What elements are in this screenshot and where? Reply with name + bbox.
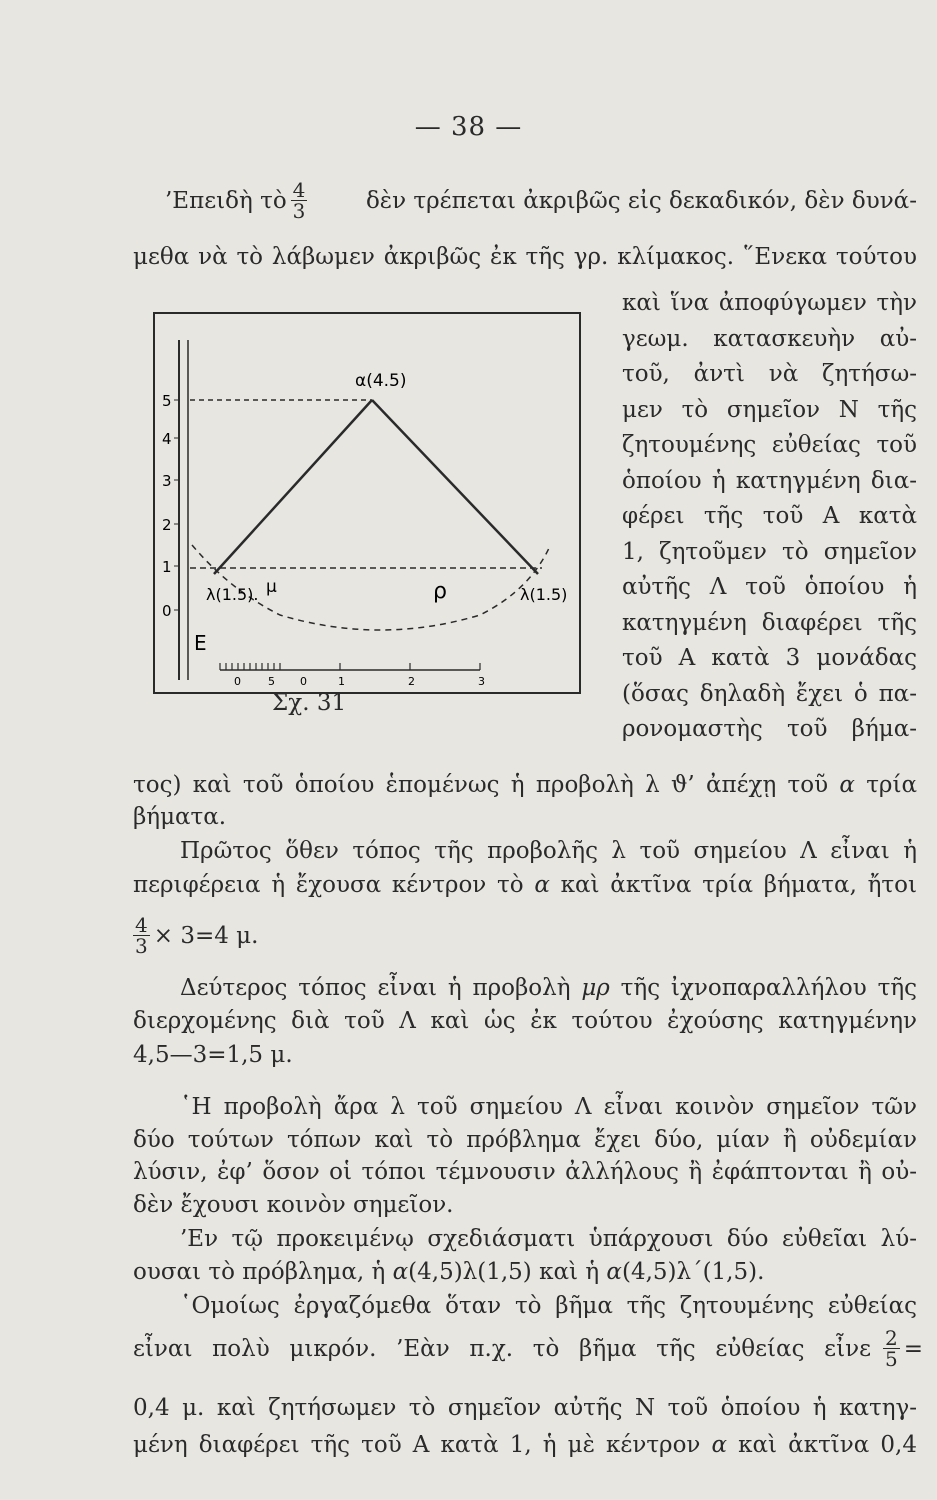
right-column-line: 1, ζητοῦμεν τὸ σημεῖον [622, 538, 917, 565]
fraction-2-5 [883, 1328, 900, 1369]
intro-text-b: δὲν τρέπεται ἀκριβῶς εἰς δεκαδικόν, δὲν δυνά- [365, 187, 917, 214]
body-line [133, 1393, 917, 1423]
figure-31 [150, 310, 590, 700]
y-tick-label: 1 [162, 558, 172, 576]
text-span: Πρῶτος ὅθεν τόπος τῆς προβολῆς λ τοῦ σημείου Λ εἶναι ἡ [180, 838, 917, 864]
right-column-line: ζητουμένης εὐθείας τοῦ [622, 432, 917, 458]
italic-symbol: α [839, 772, 855, 798]
body-line [180, 1224, 917, 1254]
fraction-line-eq: = [903, 1335, 923, 1362]
text-span: τῆς ἰχνοπαραλλήλου τῆς [609, 975, 917, 1001]
scale-tick-label: 5 [268, 675, 275, 688]
text-span: λύσιν, ἐφ’ ὅσον οἱ τόποι τέμνουσιν ἀλλήλους ἢ ἐφάπτονται ἢ οὐ- [133, 1159, 917, 1185]
body-line [133, 1125, 917, 1155]
body-line [180, 1291, 917, 1321]
figure-caption: Σχ. 31 [272, 690, 347, 716]
scale-tick-label: 3 [478, 675, 485, 688]
fraction-2-5-numerator: 2 [884, 1326, 898, 1350]
y-tick-label: 4 [162, 430, 172, 448]
fraction-numerator: 4 [292, 178, 306, 202]
right-column-line: τοῦ, ἀντὶ νὰ ζητήσω- [622, 361, 917, 387]
page-number: — 38 — [414, 112, 523, 142]
italic-symbol: α [606, 1259, 622, 1285]
label-rho: ρ [433, 579, 447, 604]
label-mu: μ [266, 577, 277, 597]
text-span: τρία [854, 772, 917, 798]
right-column-line: κατηγμένη διαφέρει τῆς [622, 609, 917, 636]
fraction-4-3-eq [133, 915, 150, 956]
body-line [133, 1190, 917, 1220]
eq-denominator: 3 [135, 934, 148, 958]
scale-minor-ticks [220, 663, 480, 670]
body-line [133, 1040, 917, 1070]
text-span: δύο τούτων τόπων καὶ τὸ πρόβλημα ἔχει δύο, μίαν ἢ οὐδεμίαν [133, 1127, 917, 1153]
italic-symbol: μρ [581, 975, 610, 1001]
right-column-line: καὶ ἵνα ἀποφύγωμεν τὴν [622, 290, 917, 316]
text-span: βήματα. [133, 804, 227, 830]
text-span: ’Εν τῷ προκειμένῳ σχεδιάσματι ὑπάρχουσι δύο εὐθεῖαι λύ- [180, 1226, 917, 1252]
right-column-line: τοῦ Α κατὰ 3 μονάδας [622, 645, 917, 671]
figure-frame [154, 313, 580, 693]
text-span: Δεύτερος τόπος εἶναι ἡ προβολὴ [180, 975, 582, 1001]
text-span: μένη διαφέρει τῆς τοῦ Α κατὰ 1, ἡ μὲ κέντρον [133, 1432, 712, 1458]
fraction-2-5-denominator: 5 [884, 1347, 898, 1371]
text-span: ῾Ομοίως ἐργαζόμεθα ὅταν τὸ βῆμα τῆς ζητουμένης εὐθείας [180, 1293, 917, 1319]
italic-symbol: α [534, 872, 550, 898]
line-a-lambda [214, 400, 372, 574]
italic-symbol: α [392, 1259, 409, 1285]
body-line [180, 836, 917, 866]
body-line [133, 1157, 917, 1187]
text-span: (4,5)λ΄(1,5). [621, 1259, 765, 1285]
body-line [133, 802, 917, 832]
right-column-line: ὁποίου ἡ κατηγμένη δια- [622, 467, 917, 494]
text-span: καὶ ἀκτῖνα τρία βήματα, ἤτοι [549, 872, 917, 898]
intro-line [165, 180, 917, 221]
label-lambda: λ(1.5). [206, 585, 259, 604]
text-span: τος) καὶ τοῦ ὁποίου ἑπομένως ἡ προβολὴ λ ϑ’ ἀπέχῃ τοῦ [133, 772, 840, 798]
text-line-2: μεθα νὰ τὸ λάβωμεν ἀκριβῶς ἐκ τῆς γρ. κλίμακος. ῞Ενεκα τούτου [133, 244, 917, 270]
line-a-lambda-prime [372, 400, 538, 574]
eq-rest: × 3=4 μ. [153, 922, 259, 949]
right-column-line: γεωμ. κατασκευὴν αὐ- [622, 325, 917, 352]
right-column-line: μεν τὸ σημεῖον Ν τῆς [622, 396, 917, 423]
y-tick-label: 3 [162, 472, 172, 490]
scale-tick-label: 1 [338, 675, 345, 688]
body-line [133, 1430, 917, 1460]
body-line [180, 1092, 917, 1122]
text-span: καὶ ἀκτῖνα 0,4 [727, 1432, 917, 1458]
body-line [133, 770, 917, 800]
right-column-line: ρονομαστὴς τοῦ βήμα- [622, 716, 917, 742]
text-span: 4,5—3=1,5 μ. [133, 1042, 293, 1068]
text-span: δὲν ἔχουσι κοινὸν σημεῖον. [133, 1192, 454, 1218]
label-e: Ε [194, 631, 207, 655]
y-tick-label: 5 [162, 392, 172, 410]
right-column-line: φέρει τῆς τοῦ Α κατὰ [622, 503, 917, 529]
body-line [133, 1257, 917, 1287]
label-lambda-prime: λ(1.5) [520, 585, 568, 604]
y-tick-labels [162, 392, 179, 620]
text-span: 0,4 μ. καὶ ζητήσωμεν τὸ σημεῖον αὐτῆς Ν τοῦ ὁποίου ἡ κατηγ- [133, 1395, 917, 1421]
intro-text-a: ’Επειδὴ τὸ [165, 187, 287, 214]
right-column-line: (ὅσας δηλαδὴ ἔχει ὁ πα- [622, 680, 917, 707]
fraction-4-3 [291, 180, 308, 221]
text-span: περιφέρεια ἡ ἔχουσα κέντρον τὸ [133, 872, 535, 898]
body-line [133, 1006, 917, 1036]
scale-tick-label: 0 [300, 675, 307, 688]
eq-numerator: 4 [135, 913, 148, 937]
y-tick-label: 0 [162, 602, 172, 620]
scale-tick-labels [234, 675, 485, 688]
equation-line [133, 915, 258, 956]
y-tick-label: 2 [162, 516, 172, 534]
text-span: (4,5)λ(1,5) καὶ ἡ [408, 1259, 607, 1285]
body-line [180, 973, 917, 1003]
fraction-denominator: 3 [292, 199, 306, 223]
fraction-line [133, 1328, 923, 1369]
fraction-line-text: εἶναι πολὺ μικρόν. ’Εὰν π.χ. τὸ βῆμα τῆς εὐθείας εἶνε [133, 1335, 871, 1362]
body-line [133, 870, 917, 900]
scale-tick-label: 0 [234, 675, 241, 688]
right-column-line: αὐτῆς Λ τοῦ ὁποίου ἡ [622, 574, 917, 600]
italic-symbol: α [711, 1432, 728, 1458]
text-span: ουσαι τὸ πρόβλημα, ἡ [133, 1259, 393, 1285]
text-span: ῾Η προβολὴ ἄρα λ τοῦ σημείου Λ εἶναι κοινὸν σημεῖον τῶν [180, 1094, 917, 1120]
label-a: α(4.5) [355, 371, 407, 391]
text-span: διερχομένης διὰ τοῦ Λ καὶ ὡς ἐκ τούτου ἐχούσης κατηγμένην [133, 1008, 917, 1034]
scale-tick-label: 2 [408, 675, 415, 688]
